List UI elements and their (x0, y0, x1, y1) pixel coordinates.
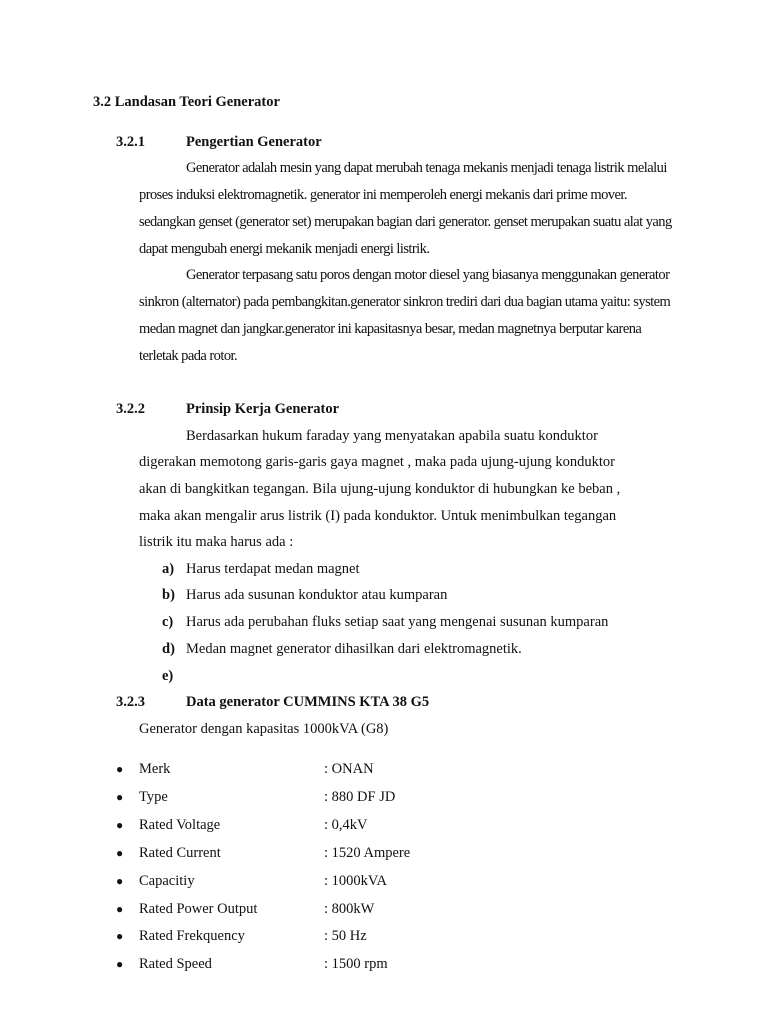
list-marker: a) (162, 561, 175, 577)
bullet-icon: ● (116, 874, 124, 888)
spec-label: Capacitiy (139, 873, 195, 889)
spec-value: : 0,4kV (324, 817, 368, 833)
paragraph-line: medan magnet dan jangkar.generator ini kapasitasnya besar, medan magnetnya berputar karena (139, 321, 642, 337)
paragraph-line: Generator terpasang satu poros dengan motor diesel yang biasanya menggunakan generator (186, 267, 670, 283)
section-title: Prinsip Kerja Generator (186, 401, 340, 417)
spec-label: Rated Frekquency (139, 928, 245, 944)
spec-value: : 1000kVA (324, 873, 387, 889)
paragraph-line: akan di bangkitkan tegangan. Bila ujung-ujung konduktor di hubungkan ke beban , (139, 481, 621, 497)
list-marker: d) (162, 641, 175, 657)
paragraph-line: sinkron (alternator) pada pembangkitan.generator sinkron trediri dari dua bagian utama yaitu: system (139, 294, 671, 310)
spec-value: : 880 DF JD (324, 789, 396, 805)
spec-label: Rated Power Output (139, 901, 258, 917)
spec-value: : 800kW (324, 901, 375, 917)
list-item: Harus terdapat medan magnet (186, 561, 360, 577)
spec-label: Rated Voltage (139, 817, 221, 833)
paragraph-line: maka akan mengalir arus listrik (I) pada konduktor. Untuk menimbulkan tegangan (139, 508, 617, 524)
list-item: Harus ada perubahan fluks setiap saat yang mengenai susunan kumparan (186, 614, 609, 630)
paragraph-line: dapat mengubah energi mekanik menjadi energi listrik. (139, 241, 430, 257)
spec-label: Rated Speed (139, 956, 212, 972)
bullet-icon: ● (116, 790, 124, 804)
bullet-icon: ● (116, 846, 124, 860)
bullet-icon: ● (116, 762, 124, 776)
spec-label: Rated Current (139, 845, 221, 861)
bullet-icon: ● (116, 902, 124, 916)
chapter-heading: 3.2 Landasan Teori Generator (93, 94, 280, 110)
section-intro: Generator dengan kapasitas 1000kVA (G8) (139, 721, 389, 737)
section-number: 3.2.1 (116, 134, 145, 150)
list-item: Medan magnet generator dihasilkan dari elektromagnetik. (186, 641, 522, 657)
section-number: 3.2.2 (116, 401, 145, 417)
section-number: 3.2.3 (116, 694, 145, 710)
bullet-icon: ● (116, 957, 124, 971)
paragraph-line: sedangkan genset (generator set) merupakan bagian dari generator. genset merupakan suatu alat yang (139, 214, 672, 230)
spec-value: : 50 Hz (324, 928, 367, 944)
paragraph-line: terletak pada rotor. (139, 348, 238, 364)
spec-value: : 1520 Ampere (324, 845, 411, 861)
spec-value: : 1500 rpm (324, 956, 388, 972)
spec-value: : ONAN (324, 761, 374, 777)
bullet-icon: ● (116, 818, 124, 832)
list-marker: b) (162, 587, 175, 603)
paragraph-line: Berdasarkan hukum faraday yang menyatakan apabila suatu konduktor (186, 428, 598, 444)
list-marker: e) (162, 668, 174, 684)
paragraph-line: listrik itu maka harus ada : (139, 534, 294, 550)
section-title: Pengertian Generator (186, 134, 322, 150)
spec-label: Merk (139, 761, 171, 777)
paragraph-line: Generator adalah mesin yang dapat merubah tenaga mekanis menjadi tenaga listrik melalui (186, 160, 667, 176)
section-title: Data generator CUMMINS KTA 38 G5 (186, 694, 430, 710)
list-item: Harus ada susunan konduktor atau kumparan (186, 587, 448, 603)
list-marker: c) (162, 614, 174, 630)
bullet-icon: ● (116, 929, 124, 943)
paragraph-line: digerakan memotong garis-garis gaya magnet , maka pada ujung-ujung konduktor (139, 454, 615, 470)
paragraph-line: proses induksi elektromagnetik. generator ini memperoleh energi mekanis dari prime mover. (139, 187, 627, 203)
spec-label: Type (139, 789, 168, 805)
